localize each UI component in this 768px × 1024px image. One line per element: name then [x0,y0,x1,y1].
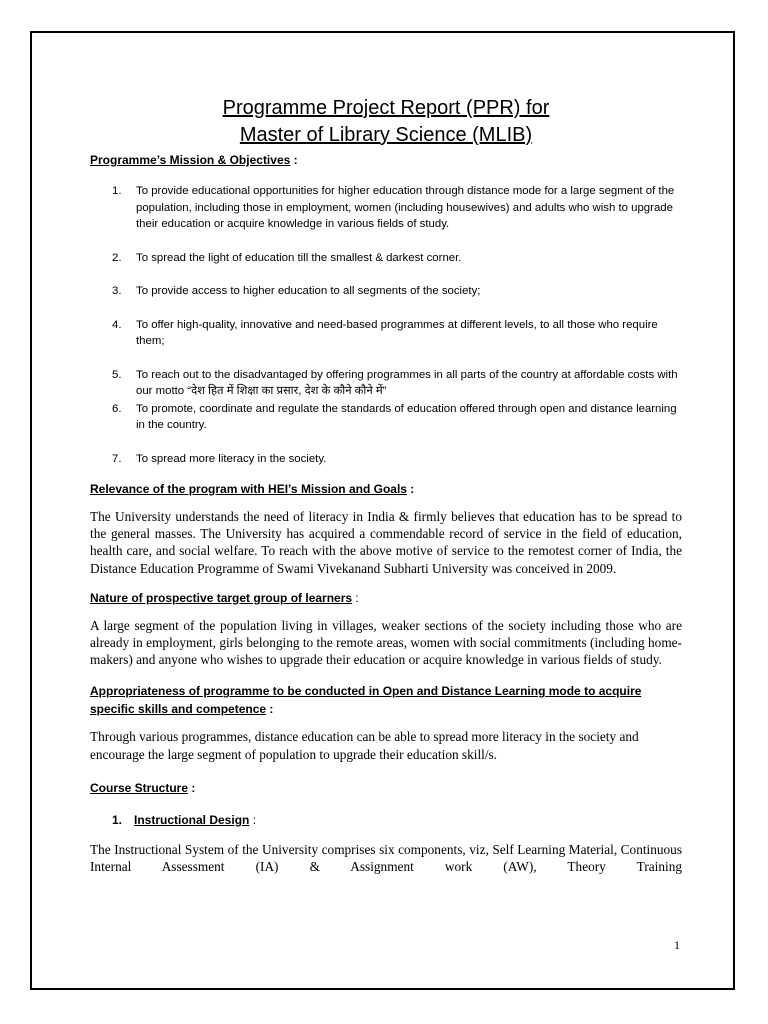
objective-item [90,401,682,434]
appropriateness-heading-colon: : [266,702,274,717]
relevance-paragraph: The University understands the need of literacy in India & firmly believes that education has to be spread to the general masses. The University has acquired a commendable record of service in the field of education, health care, and social welfare. To reach with the above motive of service to the remotest corner of India, the Distance Education Programme of Swami Vivekanand Subharti University was conceived in 2009. [90,509,682,576]
document-body [90,95,682,875]
objective-number: 1. [112,185,122,197]
sub-heading-text: Instructional Design [134,812,250,827]
relevance-heading [90,480,682,498]
sub-heading-colon: : [249,812,257,827]
objective-text: To promote, coordinate and regulate the standards of education offered through open and distance learning in the country. [136,402,677,431]
objectives-list [90,183,682,467]
objective-text: To offer high-quality, innovative and need-based programmes at different levels, to all those who require them; [136,318,658,347]
objective-text: To reach out to the disadvantaged by offering programmes in all parts of the country at affordable costs with our motto “देश हित में शिक्षा का प्रसार, देश के कौने कौने में” [136,368,678,397]
objective-item [90,451,682,468]
appropriateness-heading [90,682,682,718]
objective-item [90,317,682,350]
mission-heading-colon: : [290,153,298,167]
objective-number: 2. [112,251,122,264]
instructional-design-heading [112,811,682,829]
target-group-heading [90,589,682,607]
instructional-design-paragraph: The Instructional System of the University comprises six components, viz, Self Learning Material, Continuous Internal Assessment (IA) & Assignment work (AW), Theory Training [90,841,682,875]
appropriateness-heading-text: Appropriateness of programme to be conducted in Open and Distance Learning mode to acquire specific skills and competence [90,684,642,717]
relevance-heading-colon: : [406,482,415,496]
objective-item [90,283,682,300]
objective-number: 3. [112,285,122,297]
objective-number: 5. [112,368,122,381]
course-structure-heading-text: Course Structure [90,780,189,795]
sub-heading-number: 1. [112,812,123,827]
relevance-heading-text: Relevance of the program with HEI’s Mission and Goals [90,482,407,496]
objective-text: To spread the light of education till the smallest & darkest corner. [136,251,462,264]
course-structure-heading [90,779,682,797]
objective-item [90,250,682,267]
mission-heading [90,151,682,169]
title-line-2: Master of Library Science (MLIB) [239,124,533,146]
target-group-paragraph: A large segment of the population living in villages, weaker sections of the society including those who are already in employment, girls belonging to the remote areas, women with social commitments (including home-makers) and anyone who wishes to upgrade their education or acquire knowledge in various fields of study. [90,617,682,668]
objective-text: To provide access to higher education to all segments of the society; [136,285,481,297]
target-group-heading-text: Nature of prospective target group of learners [90,590,353,605]
objective-number: 4. [112,318,122,331]
objective-item [90,183,682,233]
appropriateness-paragraph: Through various programmes, distance education can be able to spread more literacy in the society and encourage the large segment of population to upgrade their education skill/s. [90,729,639,762]
document-title [90,95,682,149]
course-structure-heading-colon: : [188,780,196,795]
objective-number: 7. [112,452,122,465]
mission-heading-text: Programme’s Mission & Objectives [90,153,291,167]
objective-item [90,367,682,400]
objective-text: To spread more literacy in the society. [136,452,327,465]
target-group-heading-colon: : [352,590,359,605]
title-line-1: Programme Project Report (PPR) for [222,97,550,119]
objective-text: To provide educational opportunities for higher education through distance mode for a large segment of the population, including those in employment, women (including housewives) and adults who wish to upgrade their education or acquire knowledge in various fields of study. [136,185,675,230]
objective-number: 6. [112,402,122,415]
page-number: 1 [674,938,680,952]
